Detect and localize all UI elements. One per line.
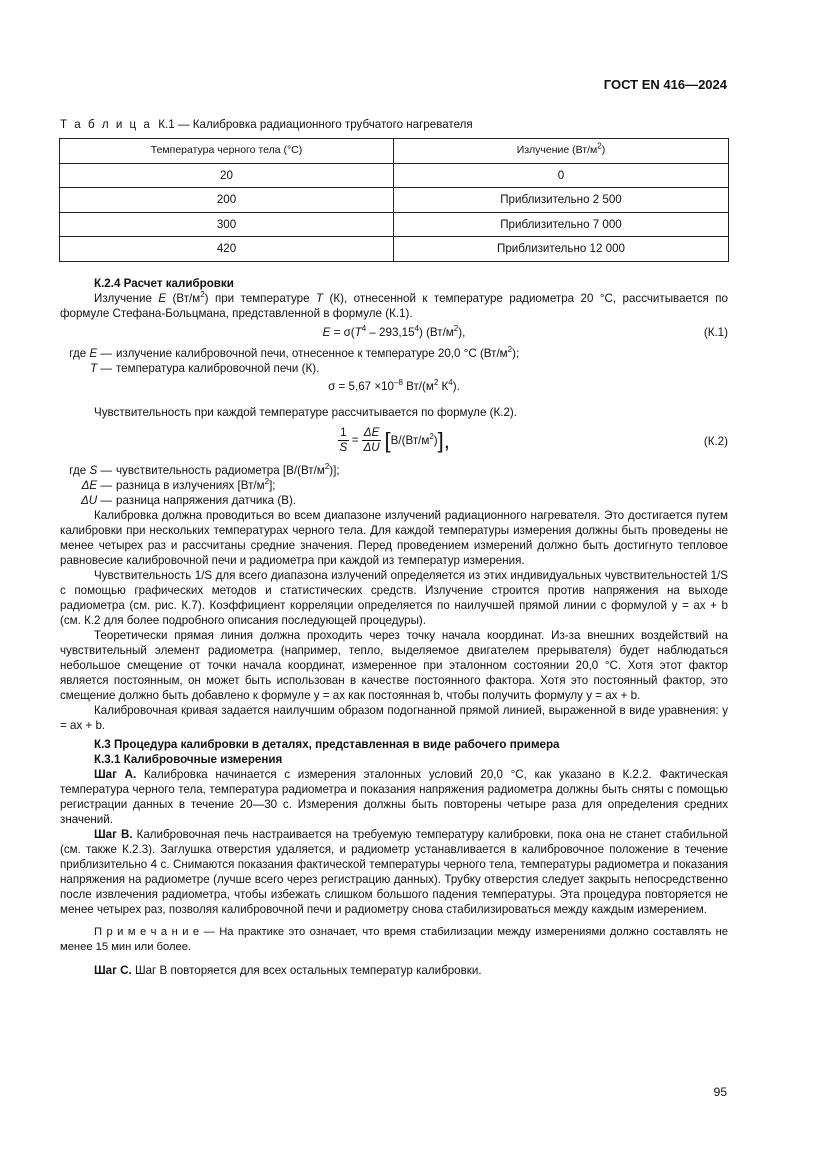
definition-row: ΔU — разница напряжения датчика (В). [81,494,297,507]
table-cell: 300 [60,212,394,237]
formula-k1: $E = \sigma(T^4 - 293,15^4)$ $(Вт/м^2)$, (К.1) [322,324,728,339]
formula-number-k1: (К.1) [703,326,728,339]
col-header-radiation: Излучение $(Вт/м^2)$ [394,139,729,164]
paragraph-origin-offset: Теоретически прямая линия должна проходить через точку начала координат. Из-за внешних воздействий на чувствительный элемент радиометра (например, тепло, выделяемое двигателем прерывателя) будет наблюдаться небольшое смещение от точки начала координат, измеренное при эталонном состоянии 20,0 °С. Хотя этот фактор является постоянным, он может быть использован в качестве постоянного фактора. Хотя это постоянный фактор, это смещение должно быть добавлено к формуле y = ax как постоянная b, чтобы получить формулу y = ax + b. [60,629,728,702]
table-caption-prefix: Т а б л и ц а [60,118,152,131]
calibration-table [59,138,729,262]
table-caption-text: К.1 — Калибровка радиационного трубчатого нагревателя [158,118,473,131]
table-caption [60,117,473,132]
table-cell: Приблизительно 12 000 [394,237,729,262]
formula-k2: $\frac{1}{S}$ = $\frac{\Delta E}{\Delta U}$ $[B/(Вт/м^2)]$, (К.2) [339,426,728,454]
note-label: П р и м е ч а н и е [94,926,200,938]
table-row [60,237,729,262]
paragraph-stefan-boltzmann: Излучение E $(Вт/м^2)$ при температуре T (К), отнесенной к температуре радиометра 20 °С, рассчитывается по формуле Стефана-Больцмана, представленной в формуле (К.1). [60,290,728,320]
paragraph-calibration-range: Калибровка должна проводиться во всем диапазоне излучений радиационного нагревателя. Это достигается путем калибровки при нескольких температурах черного тела. Для каждой температуры измерения должны быть проведены не менее четырех раз и рассчитаны средние значения. Перед проведением измерений должно быть достигнуто тепловое равновесие калибровочной печи и радиометра при каждой из температур измерения. [60,509,728,567]
note-paragraph: П р и м е ч а н и е — На практике это означает, что время стабилизации между измерениями должно составлять не менее 15 мин или более. [60,926,729,953]
table-row [60,188,729,213]
table-cell: 0 [394,163,729,188]
paragraph-step-c: Шаг С. Шаг В повторяется для всех остальных температур калибровки. [94,964,482,977]
table-header-row [60,139,729,164]
table-cell: 420 [60,237,394,262]
table-cell: Приблизительно 7 000 [394,212,729,237]
document-body [60,276,728,978]
paragraph-sensitivity: Чувствительность при каждой температуре рассчитывается по формуле (К.2). [94,406,517,419]
definition-row: ΔE — разница в излучениях $[Вт/м^2]$; [81,477,276,492]
table-row [60,163,729,188]
paragraph-step-a: Шаг А. Калибровка начинается с измерения эталонных условий 20,0 °С, как указано в К.2.2. Фактическая температура черного тела, температура радиометра и показания напряжения радиометра должны быть сняты с помощью регистрации данных в течение 20—30 с. Измерения должны быть повторены четыре раза для определения средних значений. [60,768,728,826]
table-row [60,212,729,237]
formula-sigma: $\sigma = 5,67 \times 10^{-8}$ $Вт/(м^2$ $К^4$). [328,378,460,393]
section-heading-k24: К.2.4 Расчет калибровки [94,277,234,290]
definition-row: T — температура калибровочной печи (К). [90,362,320,375]
formula-number-k2: (К.2) [703,435,728,448]
page-number: 95 [713,1085,727,1099]
definitions-k1 [60,346,728,376]
paragraph-sensitivity-range: Чувствительность 1/S для всего диапазона излучений определяется из этих индивидуальных чувствительностей 1/S с помощью графических методов и статистических средств. Излучение строится против напряжения на выходе радиометра (см. рис. К.7). Коэффициент корреляции определяется по наилучшей прямой линии с формулой y = ax + b (см. К.2 для более подробного описания последующей процедуры). [60,569,728,627]
col-header-temperature: Температура черного тела (°С) [60,139,394,164]
document-id: ГОСТ EN 416—2024 [603,77,727,92]
paragraph-step-b: Шаг В. Калибровочная печь настраивается на требуемую температуру калибровки, пока она не станет стабильной (см. также К.2.3). Заглушка отверстия удаляется, и радиометр устанавливается в калибровочное положение в течение приблизительно 4 с. Снимаются показания фактической температуры черного тела, температуры радиометра и показания напряжения на радиометре (лучше всего через регистрацию данных). Трубку отверстия следует закрыть непосредственно после извлечения радиометра, чтобы избежать слишком большого падения температуры. Эта процедура повторяется не менее четырех раз, позволяя калибровочной печи и радиометру снова стабилизироваться между каждым измерением. [60,828,729,916]
definition-row: где E — излучение калибровочной печи, отнесенное к температуре 20,0 °С $(Вт/м^2)$; [69,345,520,360]
table-cell: 20 [60,163,394,188]
paragraph-calibration-curve: Калибровочная кривая задается наилучшим образом подогнанной прямой линией, выраженной в виде уравнения: y = ax + b. [60,704,728,732]
definitions-k2 [60,463,728,508]
section-heading-k3: К.3 Процедура калибровки в деталях, представленная в виде рабочего примера [94,738,560,751]
definition-row: где S — чувствительность радиометра $[В/(Вт/м^2)]$; [69,462,340,477]
section-heading-k31: К.3.1 Калибровочные измерения [94,753,283,766]
table-cell: Приблизительно 2 500 [394,188,729,213]
table-cell: 200 [60,188,394,213]
